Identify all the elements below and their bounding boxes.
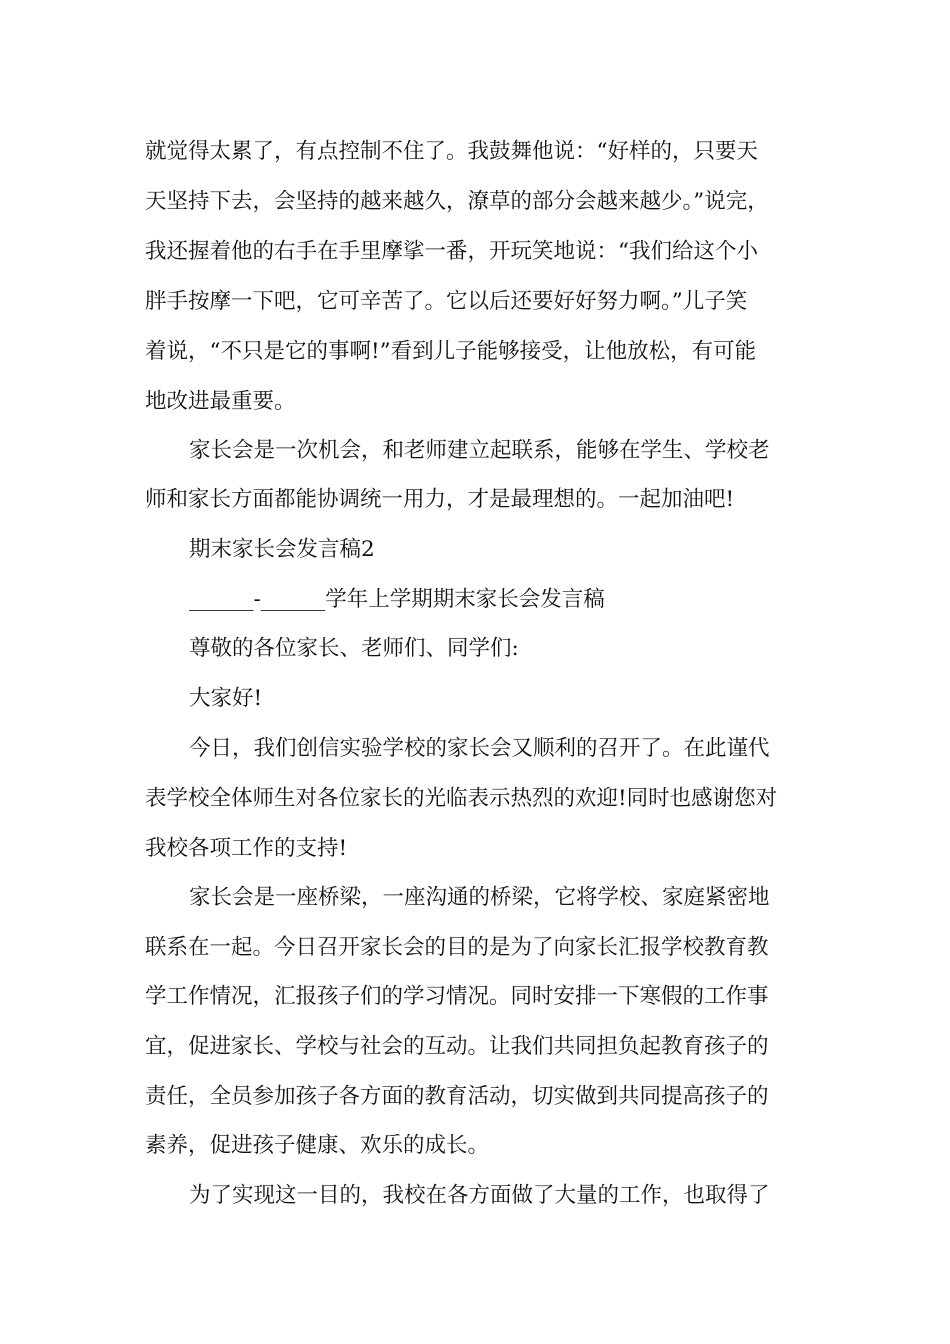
text-line: 素养，促进孩子健康、欢乐的成长。	[145, 1133, 490, 1158]
text-line: 我还握着他的右手在手里摩挲一番，开玩笑地说：“我们给这个小	[145, 239, 758, 264]
text-line: 责任，全员参加孩子各方面的教育活动，切实做到共同提高孩子的	[145, 1084, 769, 1109]
text-line: 师和家长方面都能协调统一用力，才是最理想的。一起加油吧!	[145, 487, 735, 512]
text-line: 天坚持下去，会坚持的越来越久，潦草的部分会越来越少。”说完，	[145, 189, 769, 214]
text-line: 地改进最重要。	[145, 389, 296, 414]
salutation: 尊敬的各位家长、老师们、同学们:	[189, 636, 519, 661]
section-heading: 期末家长会发言稿2	[189, 537, 375, 562]
greeting: 大家好!	[189, 686, 263, 711]
paragraph-first-line: 为了实现这一目的，我校在各方面做了大量的工作，也取得了	[189, 1183, 770, 1208]
text-line: 宜，促进家长、学校与社会的互动。让我们共同担负起教育孩子的	[145, 1034, 769, 1059]
text-line: 学工作情况，汇报孩子们的学习情况。同时安排一下寒假的工作事	[145, 984, 769, 1009]
speech-title: ______-______学年上学期期末家长会发言稿	[189, 587, 605, 612]
paragraph-first-line: 今日，我们创信实验学校的家长会又顺利的召开了。在此谨代	[189, 736, 770, 761]
paragraph-first-line: 家长会是一座桥梁，一座沟通的桥梁，它将学校、家庭紧密地	[189, 885, 770, 910]
text-line: 着说，“不只是它的事啊!”看到儿子能够接受，让他放松，有可能	[145, 339, 757, 364]
paragraph-first-line: 家长会是一次机会，和老师建立起联系，能够在学生、学校老	[189, 438, 770, 463]
text-line: 胖手按摩一下吧，它可辛苦了。它以后还要好好努力啊。”儿子笑	[145, 289, 748, 314]
text-line: 我校各项工作的支持!	[145, 836, 348, 861]
text-line: 就觉得太累了，有点控制不住了。我鼓舞他说：“好样的，只要天	[145, 139, 758, 164]
text-line: 联系在一起。今日召开家长会的目的是为了向家长汇报学校教育教	[145, 935, 769, 960]
text-line: 表学校全体师生对各位家长的光临表示热烈的欢迎!同时也感谢您对	[145, 786, 778, 811]
